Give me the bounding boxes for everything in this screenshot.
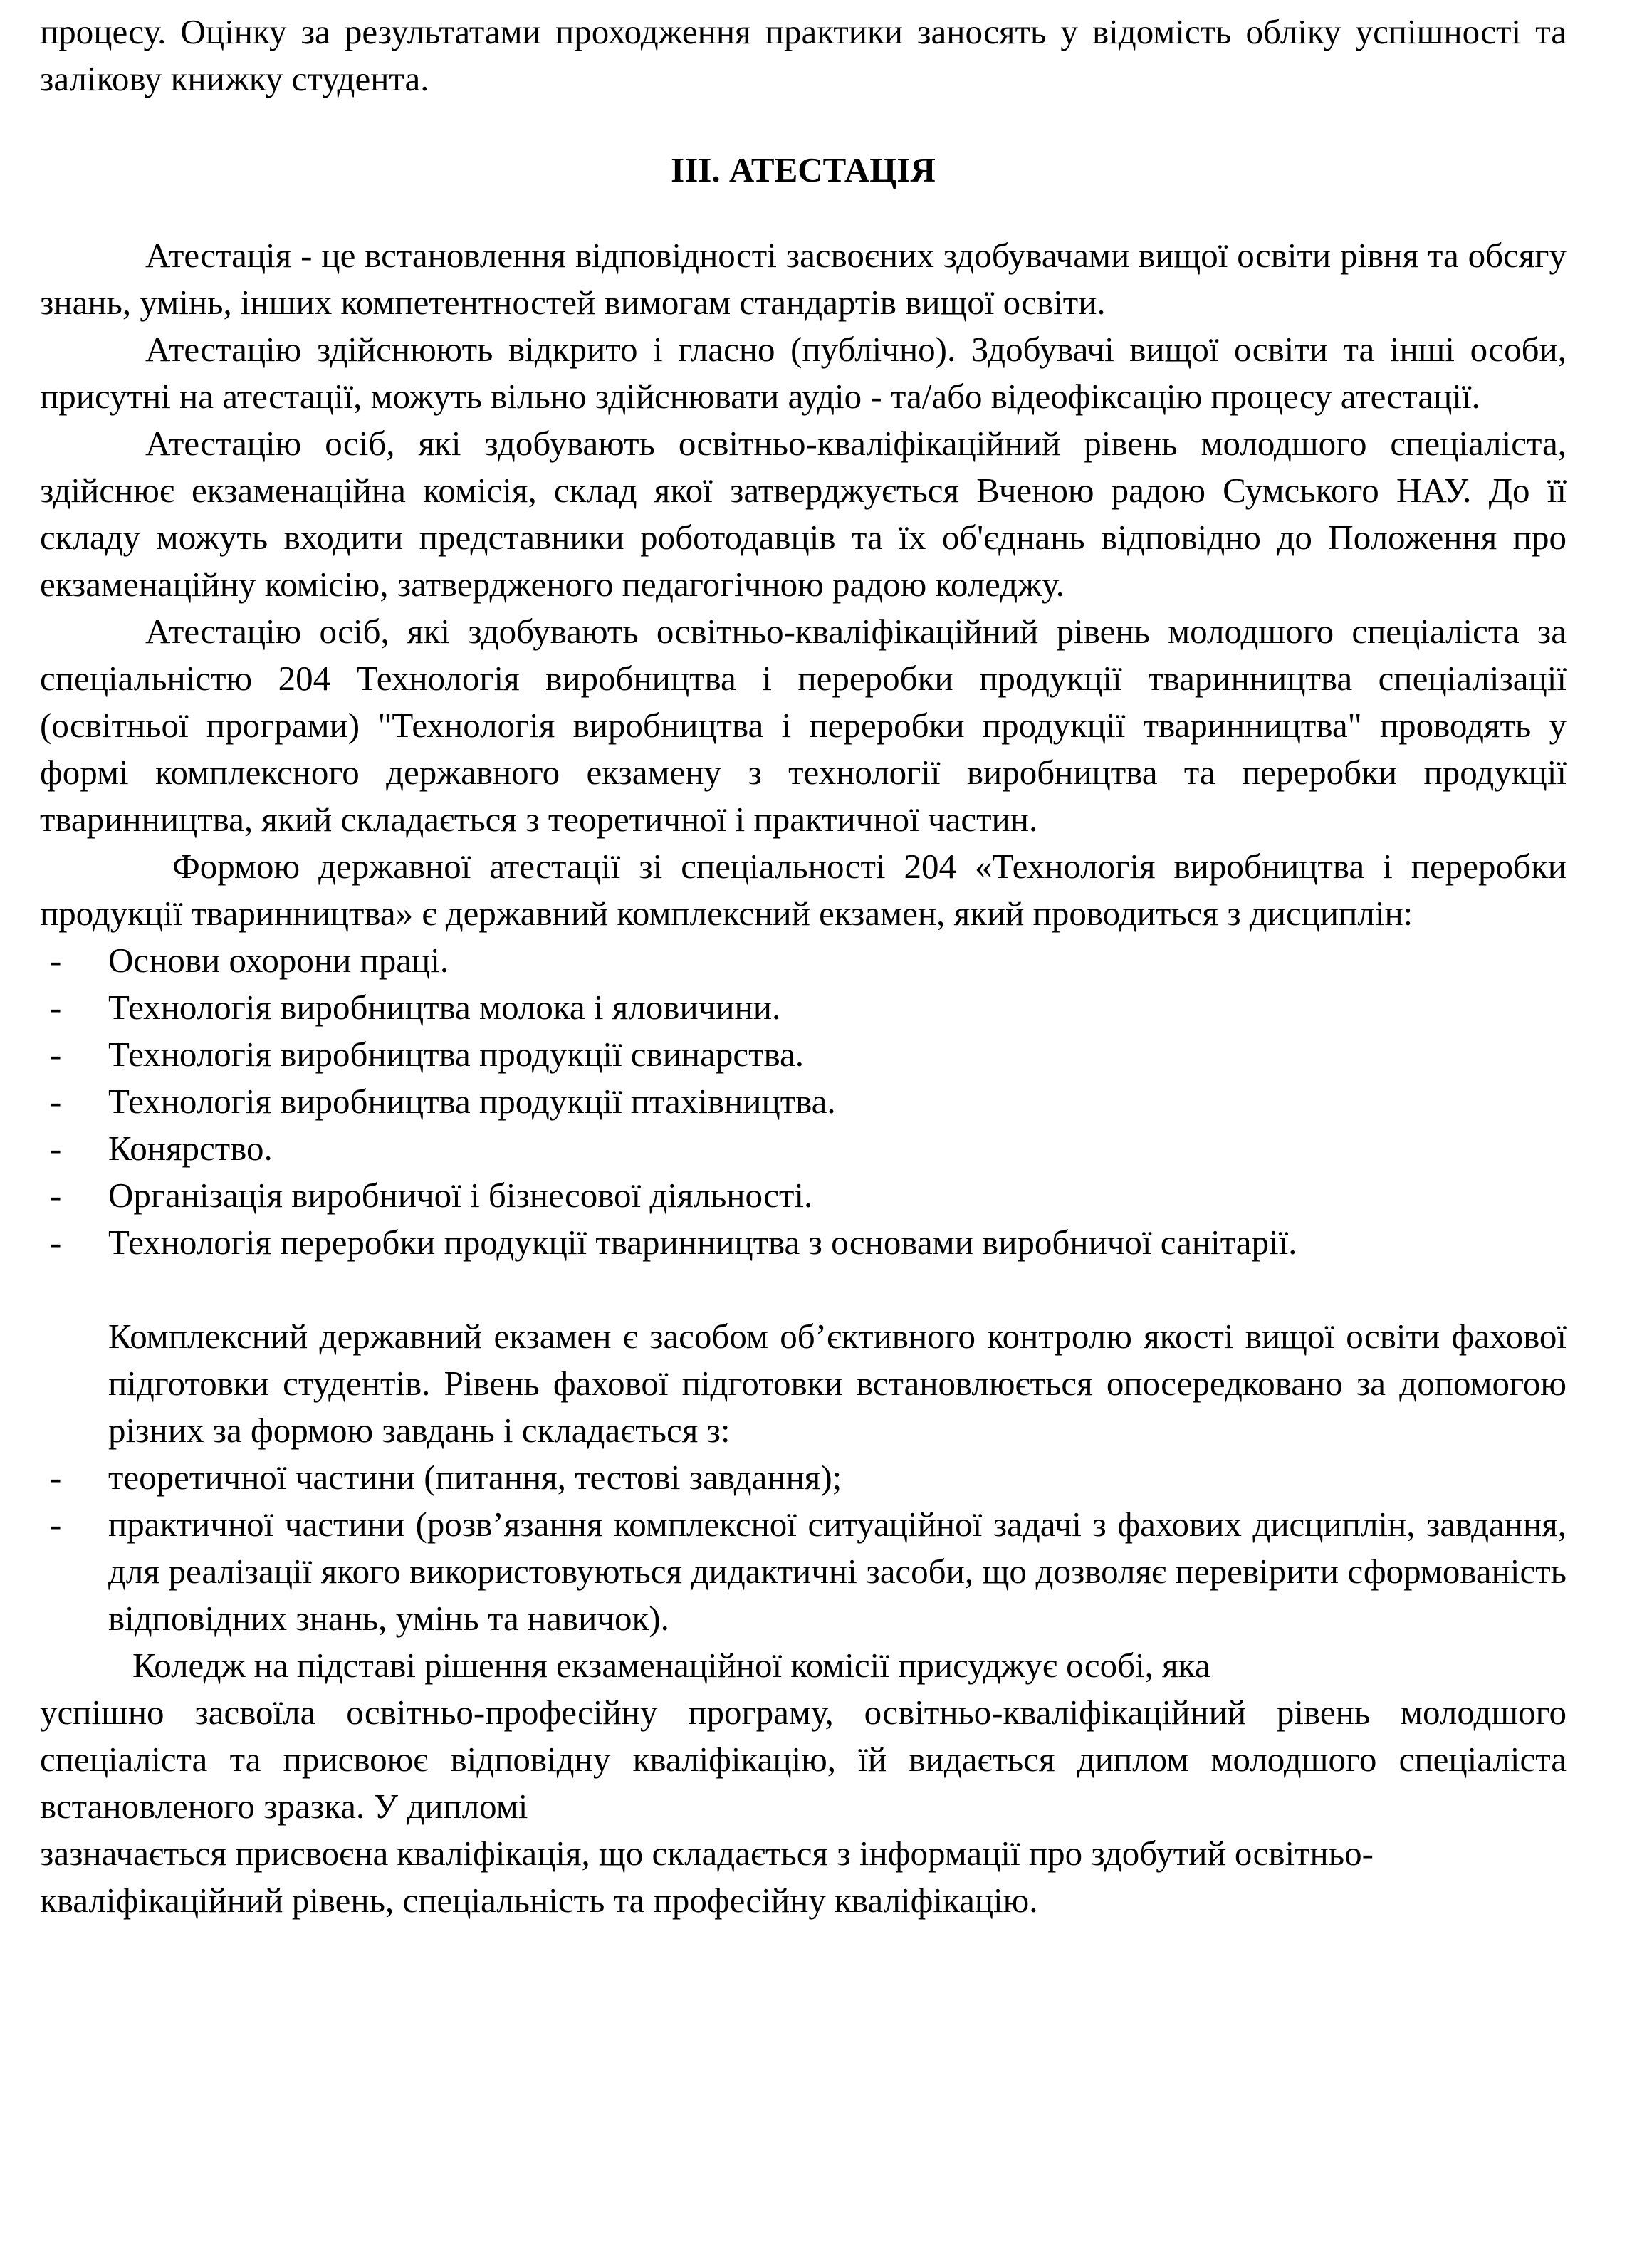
paragraph-publicity: Атестацію здійснюють відкрито і гласно (публічно). Здобувачі вищої освіти та інші особи, присутні на атестації, можуть вільно здійснювати аудіо - та/або відеофіксацію процесу атестації.	[40, 330, 1567, 416]
discipline-text: Конярство.	[108, 1129, 273, 1168]
dash-marker: -	[50, 941, 62, 980]
discipline-text: Організація виробничої і бізнесової діяльності.	[108, 1176, 813, 1215]
paragraph-exam-form: Атестацію осіб, які здобувають освітньо-кваліфікаційний рівень молодшого спеціаліста за спеціальністю 204 Технологія виробництва і переробки продукції тваринництва спеціалізації (освітньої програми) "Технологія виробництва і переробки продукції тваринництва" проводять у формі комплексного державного екзамену з технології виробництва та переробки продукції тваринництва, який складається з теоретичної і практичної частин.	[40, 612, 1567, 839]
discipline-text: Технологія виробництва молока і яловичини.	[108, 988, 781, 1027]
dash-marker: -	[50, 1082, 62, 1121]
paragraph-state-attestation: Формою державної атестації зі спеціальності 204 «Технологія виробництва і переробки продукції тваринництва» є державний комплексний екзамен, який проводиться з дисциплін:	[40, 847, 1567, 933]
document-page	[40, 0, 1567, 1924]
intro-continuation-paragraph: процесу. Оцінку за результатами проходження практики заносять у відомість обліку успішності та залікову книжку студента.	[40, 12, 1567, 98]
dash-marker: -	[50, 1176, 62, 1215]
list-item	[40, 1031, 1567, 1078]
dash-marker: -	[50, 1505, 62, 1544]
disciplines-list	[40, 937, 1567, 1266]
paragraph-college-decision-first-line: Коледж на підставі рішення екзаменаційної комісії присуджує особі, яка	[132, 1646, 1210, 1685]
list-item	[40, 1501, 1567, 1642]
paragraph-complex-exam: Комплексний державний екзамен є засобом об’єктивного контролю якості вищої освіти фахової підготовки студентів. Рівень фахової підготовки встановлюється опосередковано за допомогою різних за формою завдань і складається з:	[108, 1317, 1567, 1450]
list-item	[40, 1454, 1567, 1501]
list-item	[40, 1172, 1567, 1219]
dash-marker: -	[50, 988, 62, 1027]
list-item	[40, 984, 1567, 1031]
dash-marker: -	[50, 1035, 62, 1074]
discipline-text: Технологія виробництва продукції свинарства.	[108, 1035, 805, 1074]
discipline-text: Технологія переробки продукції тваринництва з основами виробничої санітарії.	[108, 1223, 1297, 1262]
section-title: ІІІ. АТЕСТАЦІЯ	[671, 150, 936, 189]
paragraph-commission: Атестацію осіб, які здобувають освітньо-кваліфікаційний рівень молодшого спеціаліста, здійснює екзаменаційна комісія, склад якої затверджується Вченою радою Сумського НАУ. До її складу можуть входити представники роботодавців та їх об'єднань відповідно до Положення про екзаменаційну комісію, затвердженого педагогічною радою коледжу.	[40, 424, 1567, 604]
exam-part-text: теоретичної частини (питання, тестові завдання);	[108, 1458, 842, 1497]
dash-marker: -	[50, 1129, 62, 1168]
list-item	[40, 1078, 1567, 1125]
list-item	[40, 1219, 1567, 1266]
paragraph-college-decision-tail: зазначається присвоєна кваліфікація, що складається з інформації про здобутий освітньо-кваліфікаційний рівень, спеціальність та професійну кваліфікацію.	[40, 1834, 1374, 1920]
list-item	[40, 1125, 1567, 1172]
exam-part-text: практичної частини (розв’язання комплексної ситуаційної задачі з фахових дисциплін, завдання, для реалізації якого використовуються дидактичні засоби, що дозволяє перевірити сформованість відповідних знань, умінь та навичок).	[108, 1505, 1567, 1638]
list-item	[40, 937, 1567, 984]
dash-marker: -	[50, 1458, 62, 1497]
exam-parts-list	[40, 1454, 1567, 1642]
discipline-text: Основи охорони праці.	[108, 941, 449, 980]
paragraph-college-decision-body: успішно засвоїла освітньо-професійну програму, освітньо-кваліфікаційний рівень молодшого спеціаліста та присвоює відповідну кваліфікацію, їй видається диплом молодшого спеціаліста встановленого зразка. У дипломі	[40, 1693, 1567, 1826]
paragraph-definition: Атестація - це встановлення відповідності засвоєних здобувачами вищої освіти рівня та обсягу знань, умінь, інших компетентностей вимогам стандартів вищої освіти.	[40, 236, 1567, 322]
discipline-text: Технологія виробництва продукції птахівництва.	[108, 1082, 836, 1121]
dash-marker: -	[50, 1223, 62, 1262]
